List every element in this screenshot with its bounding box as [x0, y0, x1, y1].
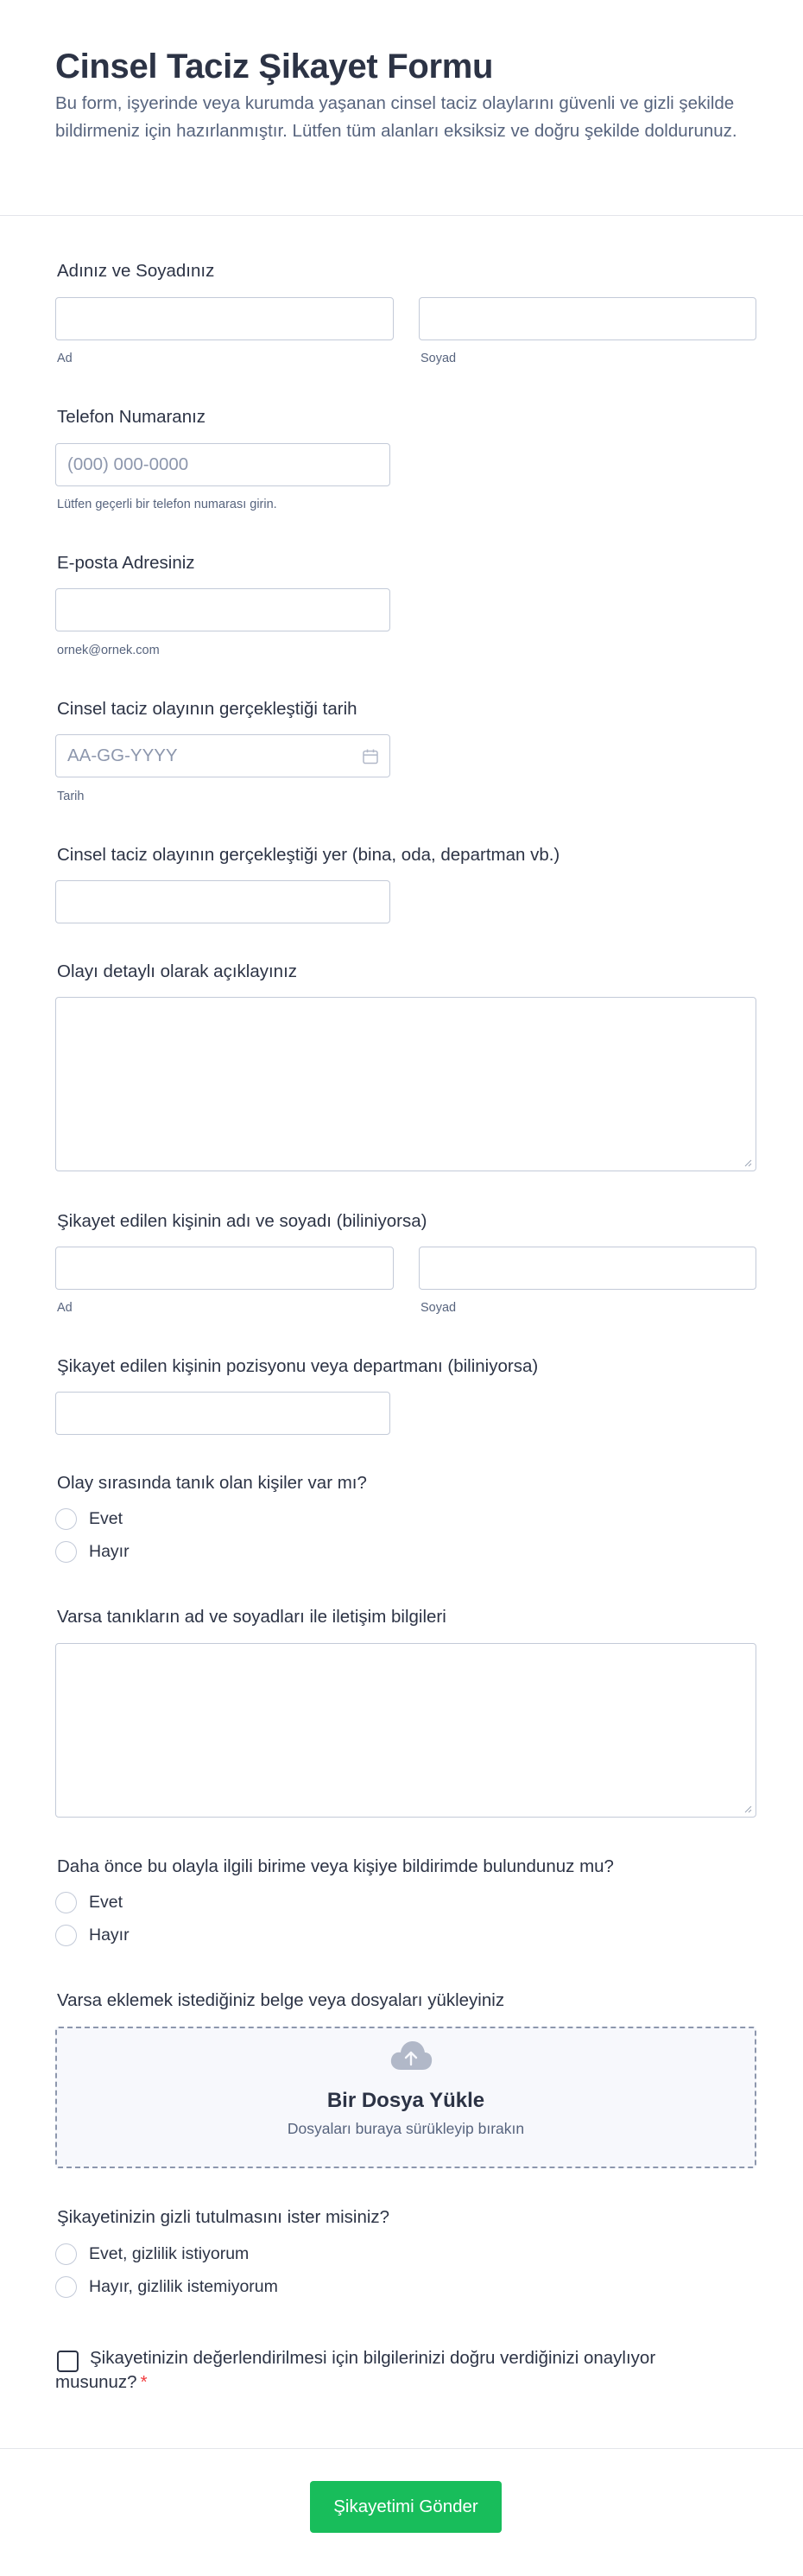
upload-hint: Dosyaları buraya sürükleyip bırakın [287, 2120, 525, 2137]
accused-position-input[interactable] [55, 1392, 390, 1435]
resize-grip-icon[interactable] [744, 1159, 752, 1167]
upload-label: Varsa eklemek istediğiniz belge veya dosyaları yükleyiniz [57, 1990, 505, 2010]
description-label: Olayı detaylı olarak açıklayınız [57, 961, 298, 981]
radio-label: Hayır [89, 1926, 130, 1945]
radio-label: Evet [89, 1893, 123, 1912]
cloud-upload-icon [389, 2039, 433, 2073]
phone-sublabel: Lütfen geçerli bir telefon numarası girin. [57, 498, 277, 511]
phone-input[interactable] [55, 443, 390, 486]
description-textarea[interactable] [55, 997, 756, 1171]
radio-label: Evet [89, 1509, 123, 1528]
date-placeholder: AA-GG-YYYY [67, 746, 178, 765]
name-label: Adınız ve Soyadınız [57, 261, 215, 281]
accused-last-name-sublabel: Soyad [420, 1301, 457, 1315]
confidentiality-option-yes[interactable] [55, 2243, 249, 2265]
location-label: Cinsel taciz olayının gerçekleştiği yer (bina, oda, departman vb.) [57, 845, 560, 865]
first-name-sublabel: Ad [57, 352, 73, 365]
witness-info-label: Varsa tanıkların ad ve soyadları ile iletişim bilgileri [57, 1607, 446, 1627]
prior-report-label: Daha önce bu olayla ilgili birime veya kişiye bildirimde bulundunuz mu? [57, 1856, 614, 1876]
form-footer [0, 2448, 803, 2576]
first-name-input[interactable] [55, 297, 394, 340]
location-input[interactable] [55, 880, 390, 923]
file-upload-dropzone[interactable] [55, 2027, 756, 2168]
email-label: E-posta Adresiniz [57, 553, 195, 573]
date-sublabel: Tarih [57, 790, 85, 803]
radio-label: Hayır [89, 1542, 130, 1561]
last-name-input[interactable] [419, 297, 756, 340]
resize-grip-icon[interactable] [744, 1805, 752, 1813]
witness-question-label: Olay sırasında tanık olan kişiler var mı? [57, 1473, 367, 1493]
consent-label: Şikayetinizin değerlendirilmesi için bilgilerinizi doğru verdiğinizi onaylıyor musunuz? [55, 2348, 656, 2392]
radio-label: Hayır, gizlilik istemiyorum [89, 2277, 278, 2296]
date-label: Cinsel taciz olayının gerçekleştiği tarih [57, 699, 357, 719]
email-input[interactable] [55, 588, 390, 631]
accused-first-name-sublabel: Ad [57, 1301, 73, 1315]
radio-button[interactable] [55, 1925, 77, 1946]
date-input[interactable] [55, 734, 390, 777]
form-header [0, 0, 803, 216]
witness-option-no[interactable] [55, 1541, 130, 1563]
required-mark: * [140, 2372, 148, 2392]
prior-report-option-yes[interactable] [55, 1892, 123, 1913]
last-name-sublabel: Soyad [420, 352, 457, 365]
email-sublabel: ornek@ornek.com [57, 644, 160, 657]
accused-first-name-input[interactable] [55, 1247, 394, 1290]
witness-info-textarea[interactable] [55, 1643, 756, 1818]
upload-button-title[interactable]: Bir Dosya Yükle [326, 2089, 485, 2112]
form-title: Cinsel Taciz Şikayet Formu [55, 48, 494, 86]
confidentiality-option-no[interactable] [55, 2276, 278, 2298]
accused-position-label: Şikayet edilen kişinin pozisyonu veya departmanı (biliniyorsa) [57, 1356, 539, 1376]
submit-button[interactable]: Şikayetimi Gönder [310, 2481, 502, 2533]
radio-button[interactable] [55, 1541, 77, 1563]
radio-label: Evet, gizlilik istiyorum [89, 2244, 250, 2263]
accused-last-name-input[interactable] [419, 1247, 756, 1290]
form-description: Bu form, işyerinde veya kurumda yaşanan cinsel taciz olaylarını güvenli ve gizli şekilde bildirmeniz için hazırlanmıştır. Lütfen tüm alanları eksiksiz ve doğru şekilde doldurunuz. [55, 93, 737, 141]
consent-text [55, 2346, 737, 2395]
radio-button[interactable] [55, 1508, 77, 1530]
accused-name-label: Şikayet edilen kişinin adı ve soyadı (biliniyorsa) [57, 1211, 427, 1231]
phone-placeholder: (000) 000-0000 [67, 454, 189, 474]
radio-button[interactable] [55, 2276, 77, 2298]
radio-button[interactable] [55, 2243, 77, 2265]
radio-button[interactable] [55, 1892, 77, 1913]
phone-label: Telefon Numaranız [57, 407, 206, 427]
witness-option-yes[interactable] [55, 1508, 123, 1530]
prior-report-option-no[interactable] [55, 1925, 130, 1946]
calendar-icon[interactable] [362, 748, 379, 765]
confidentiality-label: Şikayetinizin gizli tutulmasını ister misiniz? [57, 2207, 390, 2227]
